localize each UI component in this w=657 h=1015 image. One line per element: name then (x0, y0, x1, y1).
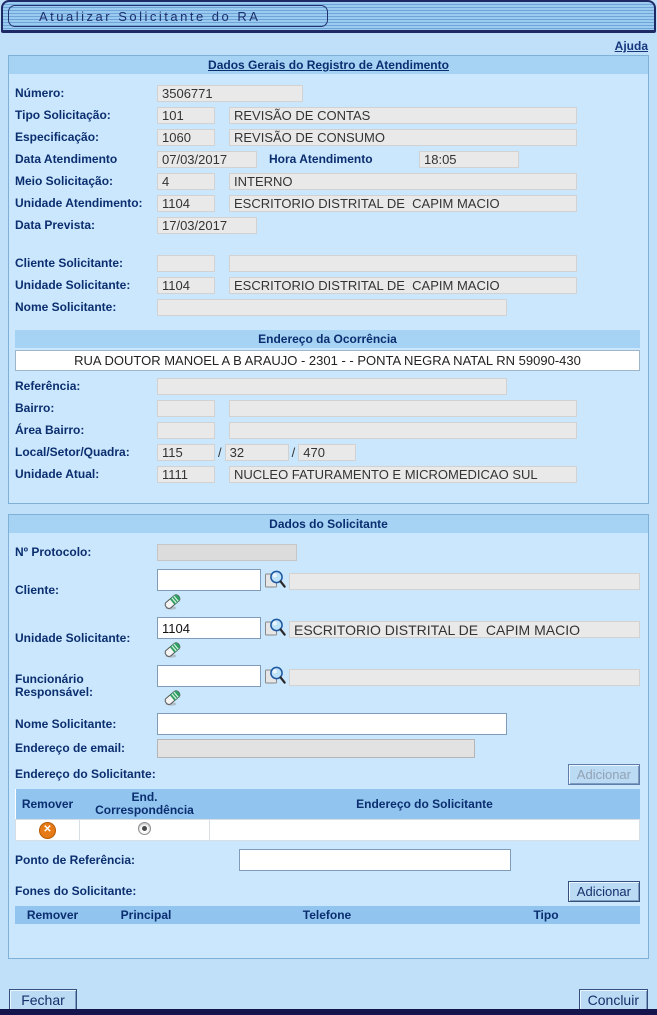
local-setor-quadra-label: Local/Setor/Quadra: (15, 444, 130, 459)
data-prevista-value: 17/03/2017 (157, 217, 257, 234)
fechar-button[interactable]: Fechar (9, 989, 77, 1011)
unidade-atual-code: 1111 (157, 466, 215, 483)
unidade-solicitante-ro-desc: ESCRITORIO DISTRITAL DE CAPIM MACIO (229, 277, 577, 294)
fones-table (15, 906, 640, 924)
page-title: Atualizar Solicitante do RA (39, 8, 261, 24)
especificacao-label: Especificação: (15, 129, 100, 144)
fones-col-remover: Remover (15, 906, 90, 924)
local-value: 115 (157, 444, 215, 461)
unidade-atendimento-code: 1104 (157, 195, 215, 212)
data-prevista-label: Data Prevista: (15, 217, 96, 232)
bairro-desc (229, 400, 577, 417)
funcionario-input[interactable] (157, 665, 261, 687)
unidade-atual-label: Unidade Atual: (15, 466, 100, 481)
funcionario-desc (289, 669, 640, 686)
cliente-solicitante-row (15, 254, 640, 272)
adicionar-endereco-button: Adicionar (568, 764, 640, 785)
fones-solicitante-label: Fones do Solicitante: (15, 884, 137, 898)
fones-col-tipo: Tipo (452, 906, 640, 924)
funcionario-row (15, 665, 640, 707)
especificacao-code: 1060 (157, 129, 215, 146)
unidade-solicitante-ro-code: 1104 (157, 277, 215, 294)
nome-solicitante-ro-label: Nome Solicitante: (15, 299, 117, 314)
endereco-table (15, 789, 640, 841)
numero-label: Número: (15, 85, 65, 100)
unidade-atendimento-desc: ESCRITORIO DISTRITAL DE CAPIM MACIO (229, 195, 577, 212)
dados-solicitante-title: Dados do Solicitante (269, 517, 388, 531)
cliente-eraser-icon[interactable] (163, 592, 286, 611)
unidade-solicitante-ro-row (15, 276, 640, 294)
unidade-solicitante-eraser-icon[interactable] (163, 640, 286, 659)
nome-solicitante-ro-row (15, 298, 640, 316)
meio-solicitacao-code: 4 (157, 173, 215, 190)
cliente-desc (289, 573, 640, 590)
setor-value: 32 (225, 444, 289, 461)
data-prevista-row (15, 216, 640, 234)
endereco-col-remover: Remover (16, 789, 80, 820)
unidade-solicitante-row (15, 617, 640, 659)
endereco-row-value (210, 820, 640, 841)
bairro-code (157, 400, 215, 417)
footer (9, 989, 648, 1011)
help-row (0, 33, 657, 53)
funcionario-eraser-icon[interactable] (163, 688, 286, 707)
area-bairro-desc (229, 422, 577, 439)
endereco-col-endereco: Endereço do Solicitante (210, 789, 640, 820)
protocolo-label: Nº Protocolo: (15, 544, 92, 559)
cliente-solicitante-desc (229, 255, 577, 272)
page-bottom-edge (0, 1009, 657, 1015)
nome-solicitante-row (15, 713, 640, 735)
endereco-solicitante-label: Endereço do Solicitante: (15, 767, 156, 781)
dados-gerais-title: Dados Gerais do Registro de Atendimento (208, 58, 449, 72)
local-setor-quadra-row (15, 443, 640, 461)
dados-solicitante-header (9, 515, 648, 533)
lsq-separator: / (291, 444, 296, 460)
data-atendimento-value: 07/03/2017 (157, 151, 257, 168)
remove-endereco-icon[interactable]: ✕ (39, 822, 56, 839)
dados-gerais-header (9, 56, 648, 74)
data-atendimento-row (15, 150, 640, 168)
ponto-referencia-label: Ponto de Referência: (15, 853, 136, 867)
area-bairro-row (15, 421, 640, 439)
endereco-solicitante-row (15, 764, 640, 785)
unidade-atual-desc: NUCLEO FATURAMENTO E MICROMEDICAO SUL (229, 466, 577, 483)
numero-value: 3506771 (157, 85, 303, 102)
ponto-referencia-input[interactable] (239, 849, 511, 871)
hora-atendimento-value: 18:05 (419, 151, 519, 168)
meio-solicitacao-desc: INTERNO (229, 173, 577, 190)
endereco-ocorrencia-value: RUA DOUTOR MANOEL A B ARAUJO - 2301 - - PONTA NEGRA NATAL RN 59090-430 (15, 350, 640, 371)
area-bairro-code (157, 422, 215, 439)
window-titlebar (1, 0, 656, 33)
tipo-label: Tipo Solicitação: (15, 107, 111, 122)
bairro-label: Bairro: (15, 400, 55, 415)
numero-row (15, 84, 640, 102)
fones-col-principal: Principal (90, 906, 202, 924)
protocolo-row (15, 543, 640, 561)
referencia-label: Referência: (15, 378, 81, 393)
quadra-value: 470 (298, 444, 356, 461)
email-label: Endereço de email: (15, 741, 126, 755)
unidade-atendimento-label: Unidade Atendimento: (15, 195, 143, 210)
especificacao-desc: REVISÃO DE CONSUMO (229, 129, 577, 146)
concluir-button[interactable]: Concluir (579, 989, 648, 1011)
unidade-solicitante-ro-label: Unidade Solicitante: (15, 277, 131, 292)
cliente-solicitante-code (157, 255, 215, 272)
endereco-ocorrencia-header (15, 330, 640, 348)
referencia-value (157, 378, 507, 395)
funcionario-search-icon[interactable] (264, 665, 286, 687)
fones-solicitante-row (15, 881, 640, 902)
cliente-row (15, 569, 640, 611)
tipo-desc: REVISÃO DE CONTAS (229, 107, 577, 124)
endereco-col-correspondencia: End. Correspondência (80, 789, 210, 820)
endereco-table-row (16, 820, 640, 841)
correspondencia-radio[interactable] (138, 822, 151, 835)
meio-solicitacao-label: Meio Solicitação: (15, 173, 114, 188)
unidade-solicitante-desc: ESCRITORIO DISTRITAL DE CAPIM MACIO (289, 621, 640, 638)
data-atendimento-label: Data Atendimento (15, 151, 118, 166)
lsq-separator: / (218, 444, 222, 460)
fones-col-telefone: Telefone (202, 906, 452, 924)
tipo-row (15, 106, 640, 124)
cliente-label: Cliente: (15, 582, 60, 597)
email-input (157, 739, 475, 758)
dados-gerais-panel (8, 55, 649, 504)
tipo-code: 101 (157, 107, 215, 124)
unidade-solicitante-input[interactable] (157, 617, 261, 639)
nome-solicitante-label: Nome Solicitante: (15, 716, 117, 731)
unidade-atendimento-row (15, 194, 640, 212)
ajuda-link[interactable]: Ajuda (614, 39, 648, 53)
cliente-solicitante-label: Cliente Solicitante: (15, 255, 124, 270)
nome-solicitante-input[interactable] (157, 713, 507, 735)
email-row (15, 739, 640, 758)
unidade-atual-row (15, 465, 640, 483)
bairro-row (15, 399, 640, 417)
funcionario-label: Funcionário Responsável: (15, 672, 94, 699)
adicionar-fone-button[interactable]: Adicionar (568, 881, 640, 902)
nome-solicitante-ro-value (157, 299, 507, 316)
endereco-ocorrencia-title: Endereço da Ocorrência (258, 332, 397, 346)
cliente-search-icon[interactable] (264, 569, 286, 591)
unidade-solicitante-search-icon[interactable] (264, 617, 286, 639)
window-title-tab (8, 5, 328, 27)
hora-atendimento-label: Hora Atendimento (269, 152, 373, 166)
especificacao-row (15, 128, 640, 146)
protocolo-value (157, 544, 297, 561)
area-bairro-label: Área Bairro: (15, 422, 85, 437)
meio-solicitacao-row (15, 172, 640, 190)
cliente-input[interactable] (157, 569, 261, 591)
dados-solicitante-panel (8, 514, 649, 959)
referencia-row (15, 377, 640, 395)
ponto-referencia-row (15, 849, 640, 871)
unidade-solicitante-label: Unidade Solicitante: (15, 630, 131, 645)
